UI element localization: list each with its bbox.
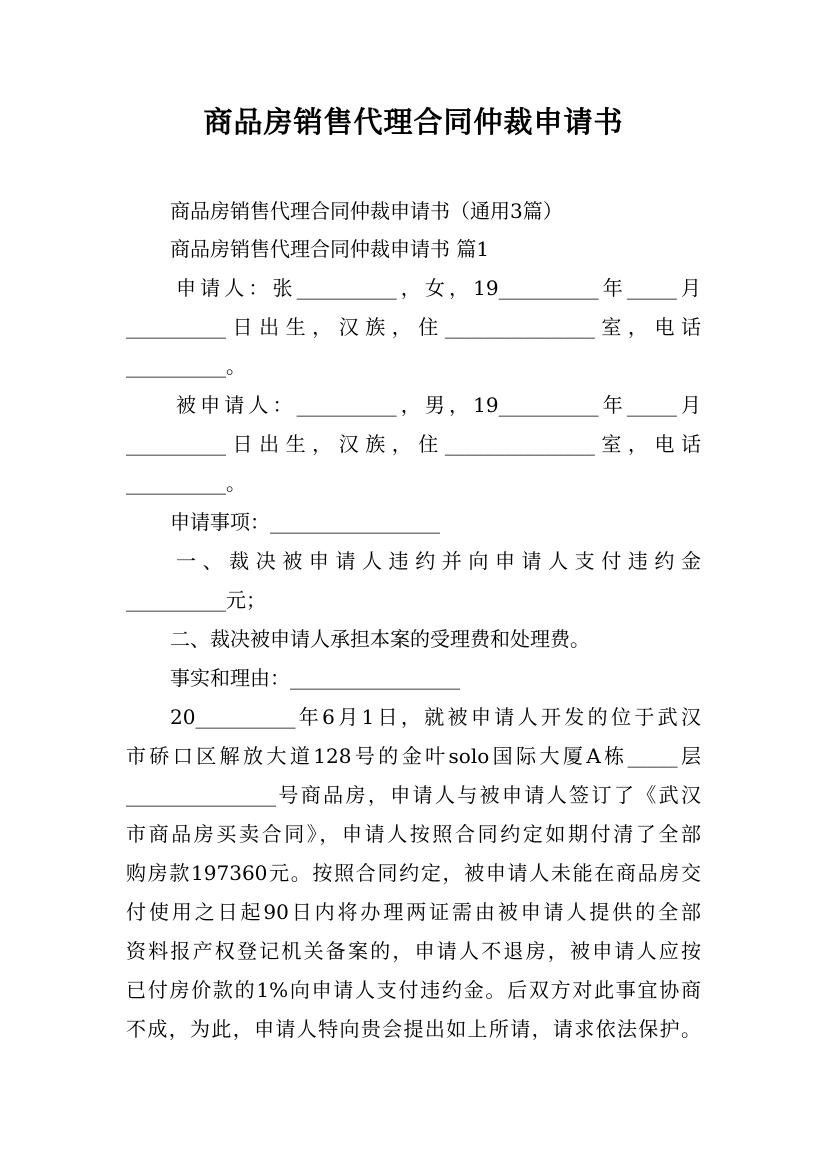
applicant-line: __________日出生，汉族，住_______________室，电话	[126, 315, 701, 339]
facts-line: 付使用之日起90日内将办理两证需由被申请人提供的全部	[126, 900, 701, 924]
respondent-line: __________。	[126, 471, 246, 495]
request-heading: 申请事项：_________________	[170, 510, 440, 534]
subtitle-line: 商品房销售代理合同仲裁申请书（通用3篇）	[170, 199, 563, 223]
facts-heading: 事实和理由：_________________	[170, 666, 460, 690]
facts-line: 购房款197360元。按照合同约定，被申请人未能在商品房交	[126, 861, 701, 885]
request-item: 二、裁决被申请人承担本案的受理费和处理费。	[170, 627, 590, 651]
respondent-line: __________日出生，汉族，住_______________室，电话	[126, 432, 701, 456]
applicant-line: 申请人：张__________，女，19__________年_____月	[176, 276, 701, 300]
applicant-line: __________。	[126, 354, 246, 378]
facts-line: 市商品房买卖合同》，申请人按照合同约定如期付清了全部	[126, 822, 701, 846]
request-item: 一、裁决被申请人违约并向申请人支付违约金	[176, 549, 701, 573]
request-item: __________元；	[126, 588, 266, 612]
facts-line: 资料报产权登记机关备案的，申请人不退房，被申请人应按	[126, 939, 701, 963]
respondent-line: 被申请人：__________，男，19__________年_____月	[176, 393, 701, 417]
section-heading: 商品房销售代理合同仲裁申请书 篇1	[170, 237, 490, 261]
document-title: 商品房销售代理合同仲裁申请书	[203, 105, 624, 139]
facts-line: 市硚口区解放大道128号的金叶solo国际大厦A栋_____层	[126, 744, 701, 768]
facts-line: 已付房价款的1%向申请人支付违约金。后双方对此事宜协商	[126, 978, 701, 1002]
facts-line: 不成，为此，申请人特向贵会提出如上所请，请求依法保护。	[126, 1017, 701, 1041]
facts-line: 20__________年6月1日，就被申请人开发的位于武汉	[170, 705, 701, 729]
facts-line: _______________号商品房，申请人与被申请人签订了《武汉	[126, 783, 701, 807]
